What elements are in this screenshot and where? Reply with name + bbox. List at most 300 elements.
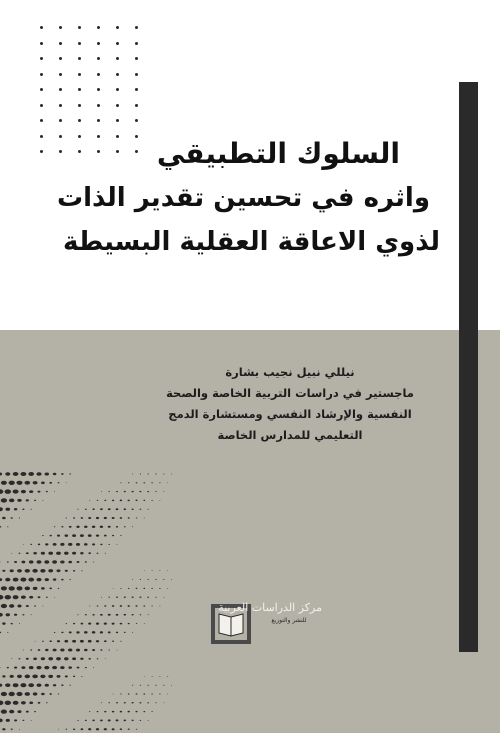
halftone-dot [36,472,41,476]
halftone-dot [124,596,126,597]
halftone-dot [132,685,133,686]
halftone-dot [144,676,145,677]
halftone-dot [155,491,156,492]
halftone-dot [105,658,106,659]
halftone-dot [69,473,71,474]
halftone-dot [54,491,55,492]
halftone-dot [80,534,84,537]
halftone-dot [56,657,61,660]
halftone-dot [60,666,64,669]
halftone-dot [48,657,53,660]
grid-dot [97,88,100,91]
halftone-dot [120,605,122,607]
grid-dot [78,57,81,60]
halftone-dot [50,535,52,537]
halftone-dot [120,694,121,695]
halftone-dot [124,491,126,492]
halftone-dot [132,579,133,580]
halftone-dot [2,570,5,572]
halftone-dot [140,579,141,580]
halftone-dot [56,552,61,555]
halftone-dot [35,641,36,642]
halftone-dot [64,640,68,643]
halftone-dot [33,587,38,590]
halftone-dot [81,517,84,519]
halftone-dot [120,588,121,589]
halftone-dot [0,684,2,687]
halftone-dot [22,720,24,721]
halftone-dot [124,526,126,527]
halftone-dot [92,631,96,633]
halftone-dot [20,578,26,582]
halftone-dot [89,500,90,501]
halftone-dot [7,667,9,668]
halftone-dot [104,500,106,501]
halftone-dot [76,649,80,652]
halftone-dot [96,517,99,519]
halftone-dot [53,473,57,475]
halftone-dot [144,623,145,624]
halftone-dot [155,474,156,475]
halftone-dot [49,640,52,642]
grid-dot [78,88,81,91]
halftone-dot [132,491,134,492]
halftone-dot [80,552,83,554]
grid-dot [59,42,62,45]
halftone-dot [135,500,137,501]
grid-dot [97,104,100,107]
halftone-dot [152,676,153,677]
halftone-dot [84,543,88,546]
halftone-dot [19,729,20,730]
halftone-dot [7,561,9,562]
halftone-dot [45,543,48,545]
halftone-dot [152,570,153,571]
grid-dot [78,42,81,45]
grid-dot [135,42,138,45]
grid-dot [78,73,81,76]
halftone-dot [65,534,69,537]
halftone-dot [101,491,102,492]
grid-dot [59,57,62,60]
halftone-dot [45,649,48,651]
halftone-dot [89,606,90,607]
halftone-dot [155,702,156,703]
halftone-dot [163,579,164,580]
halftone-dot [116,508,119,510]
halftone-dot [11,553,12,554]
halftone-dot [61,632,63,634]
halftone-dot [0,667,1,668]
halftone-dot [42,641,44,642]
halftone-dot [120,711,123,713]
halftone-dot [13,490,19,494]
halftone-dot [20,683,26,687]
halftone-dot [21,701,26,704]
halftone-dot [38,649,41,651]
halftone-dot [14,614,17,616]
halftone-dot [147,597,149,598]
halftone-dot [2,675,5,677]
halftone-dot [159,482,160,483]
halftone-dot [76,631,79,633]
halftone-dot [97,658,99,659]
halftone-dot [69,526,72,528]
halftone-dot [140,614,142,615]
halftone-dot [148,614,149,615]
halftone-dot [58,588,60,589]
halftone-dot [60,543,64,546]
grid-dot [116,73,119,76]
halftone-dot [31,509,32,510]
halftone-dot [159,694,160,695]
halftone-dot [72,657,76,660]
halftone-dot [32,569,38,573]
halftone-dot [23,650,24,651]
halftone-dot [159,570,160,571]
halftone-dot [151,482,153,483]
halftone-dot [96,728,99,730]
halftone-dot [163,491,164,492]
halftone-dot [88,623,91,625]
grid-dot [59,104,62,107]
halftone-dot [69,631,72,633]
halftone-dot [77,720,78,721]
halftone-dot [135,605,137,606]
halftone-dot [167,676,168,677]
halftone-dot [45,684,49,687]
halftone-dot [65,570,68,572]
halftone-dot [58,729,59,730]
halftone-dot [17,710,21,713]
halftone-dot [25,675,30,679]
halftone-dot [120,728,122,730]
halftone-dot [128,693,130,694]
halftone-dot [56,569,60,572]
halftone-dot [128,623,130,624]
halftone-dot [92,614,94,616]
halftone-dot [57,535,60,537]
halftone-dot [92,526,96,528]
halftone-dot [93,562,94,563]
halftone-dot [112,641,114,642]
halftone-dot [41,481,45,484]
halftone-dot [100,614,103,616]
halftone-dot [11,658,12,659]
halftone-dot [112,623,115,625]
halftone-dot [155,685,156,686]
halftone-dot [66,482,67,483]
halftone-dot [171,474,172,475]
halftone-dot [151,588,153,589]
grid-dot [135,73,138,76]
halftone-dot [171,579,172,580]
halftone-dot [167,482,168,483]
halftone-dot [53,684,56,686]
halftone-dot [42,500,43,501]
halftone-dot [132,720,134,721]
halftone-dot [112,517,115,519]
halftone-dot [25,481,31,485]
halftone-dot [28,683,34,687]
halftone-dot [17,605,21,608]
halftone-dot [116,491,118,492]
halftone-dot [108,631,111,633]
author-block [130,362,450,446]
halftone-dot [0,632,1,634]
halftone-dot [61,579,63,581]
halftone-dot [120,482,121,483]
halftone-dot [48,569,53,572]
halftone-dot [0,507,3,511]
halftone-dot [97,711,99,712]
halftone-dot [16,692,22,696]
halftone-dot [128,517,130,518]
halftone-dot [108,649,110,650]
grid-dot [40,104,43,107]
halftone-dot [28,472,34,476]
halftone-dot [81,728,84,730]
halftone-dot [116,702,118,703]
grid-dot [59,119,62,122]
halftone-dot [52,666,57,669]
halftone-dot [49,693,51,695]
halftone-dot [0,700,3,705]
halftone-dot [29,666,34,669]
grid-dot [135,119,138,122]
grid-dot [97,26,100,29]
halftone-dot [53,543,57,546]
halftone-dot [73,517,75,518]
halftone-dot [128,588,130,589]
halftone-dot [5,472,10,476]
halftone-dot [72,534,76,537]
halftone-dot [163,685,164,686]
halftone-dot [108,508,111,510]
halftone-dot [41,552,45,555]
publisher-name: مركز الدراسات العربية [218,601,322,614]
grid-dot [78,26,81,29]
halftone-dot [143,482,145,483]
halftone-dot [120,517,123,519]
halftone-dot [46,597,48,598]
halftone-dot [140,720,142,721]
halftone-dot [108,719,111,721]
halftone-dot [40,675,45,679]
halftone-dot [29,596,33,599]
halftone-dot [163,702,164,703]
halftone-pattern [0,470,200,733]
halftone-dot [38,544,41,546]
title-line-2: واثره في تحسين تقدير الذات [56,183,430,213]
grid-dot [135,26,138,29]
halftone-dot [29,490,33,493]
halftone-dot [57,675,61,678]
halftone-dot [53,578,56,580]
halftone-dot [116,614,119,616]
author-credential-1: ماجستير في دراسات التربية الخاصة والصحة [166,386,414,400]
halftone-dot [136,482,138,483]
halftone-dot [143,500,145,501]
halftone-dot [143,693,145,694]
halftone-dot [136,517,138,518]
halftone-dot [104,623,107,625]
halftone-dot [9,499,14,503]
halftone-dot [132,702,134,703]
halftone-dot [66,729,68,730]
halftone-dot [124,632,126,633]
halftone-dot [0,718,3,722]
halftone-dot [108,597,110,598]
grid-dot [135,104,138,107]
halftone-dot [85,720,87,721]
grid-dot [97,119,100,122]
halftone-dot [34,605,36,606]
grid-dot [116,42,119,45]
halftone-dot [151,500,152,501]
halftone-dot [26,711,29,713]
halftone-dot [19,658,21,659]
halftone-dot [10,569,14,572]
halftone-dot [9,586,15,590]
halftone-dot [2,622,5,624]
halftone-dot [10,675,14,678]
halftone-dot [32,674,38,678]
halftone-dot [140,685,141,686]
halftone-dot [6,613,10,616]
grid-dot [97,73,100,76]
halftone-dot [113,694,114,695]
title-line-3: لذوي الاعاقة العقلية البسيطة [62,227,440,257]
halftone-dot [88,552,91,554]
grid-dot [78,104,81,107]
halftone-dot [11,517,13,519]
halftone-dot [45,472,49,475]
halftone-dot [21,561,25,564]
halftone-dot [17,675,22,678]
halftone-dot [148,720,149,721]
grid-dot [116,88,119,91]
halftone-dot [41,587,45,590]
halftone-dot [26,605,29,607]
halftone-dot [29,560,34,563]
halftone-dot [108,491,109,492]
halftone-dot [14,508,17,510]
halftone-dot [37,560,42,563]
halftone-dot [104,728,107,730]
halftone-dot [85,509,87,510]
halftone-dot [61,684,63,686]
halftone-dot [7,526,8,527]
halftone-dot [132,632,133,633]
title-line-1: السلوك التطبيقي [156,137,400,170]
halftone-dot [88,534,92,537]
halftone-dot [60,560,64,563]
halftone-dot [9,481,15,485]
halftone-dot [21,490,26,494]
halftone-dot [108,544,110,545]
halftone-dot [31,720,32,721]
halftone-dot [84,526,88,528]
halftone-dot [14,667,17,669]
halftone-dot [72,552,76,555]
halftone-dot [77,509,78,510]
halftone-dot [0,473,2,476]
halftone-dot [100,631,103,633]
halftone-dot [132,474,133,475]
halftone-dot [88,728,91,730]
halftone-dot [128,500,130,502]
halftone-dot [139,702,141,703]
halftone-dot [68,561,72,564]
halftone-dot [124,614,127,616]
halftone-dot [26,552,29,554]
halftone-dot [124,508,127,510]
grid-dot [59,88,62,91]
halftone-dot [155,579,156,580]
halftone-dot [61,473,64,475]
halftone-dot [159,588,160,589]
halftone-dot [132,614,134,615]
halftone-dot [128,711,130,713]
vertical-accent-bar [459,82,478,652]
halftone-dot [151,693,153,694]
halftone-dot [0,595,3,600]
halftone-dot [144,570,145,571]
halftone-dot [132,596,134,597]
halftone-dot [0,578,2,581]
halftone-dot [13,595,19,599]
halftone-dot [128,729,130,730]
halftone-dot [104,535,107,537]
halftone-dot [33,692,38,695]
halftone-dot [54,526,55,527]
halftone-dot [136,588,138,589]
grid-dot [59,73,62,76]
halftone-dot [42,606,43,607]
halftone-dot [104,711,106,713]
halftone-dot [73,570,75,572]
halftone-dot [60,649,64,652]
grid-dot [116,57,119,60]
grid-dot [40,88,43,91]
halftone-dot [0,562,1,563]
halftone-dot [33,481,38,484]
halftone-dot [163,474,164,475]
grid-dot [116,119,119,122]
halftone-dot [104,605,106,606]
halftone-dot [73,676,75,677]
halftone-dot [0,489,3,494]
grid-dot [135,88,138,91]
halftone-dot [5,489,11,494]
halftone-dot [58,482,60,483]
halftone-dot [84,649,88,652]
halftone-dot [36,578,41,582]
halftone-dot [151,606,152,607]
halftone-dot [97,605,99,606]
grid-dot [135,57,138,60]
halftone-dot [21,595,26,598]
halftone-dot [7,632,8,633]
halftone-dot [136,729,137,730]
grid-dot [97,57,100,60]
halftone-dot [20,472,26,476]
halftone-dot [167,694,168,695]
halftone-dot [116,526,118,528]
halftone-dot [31,614,32,615]
halftone-dot [163,597,164,598]
